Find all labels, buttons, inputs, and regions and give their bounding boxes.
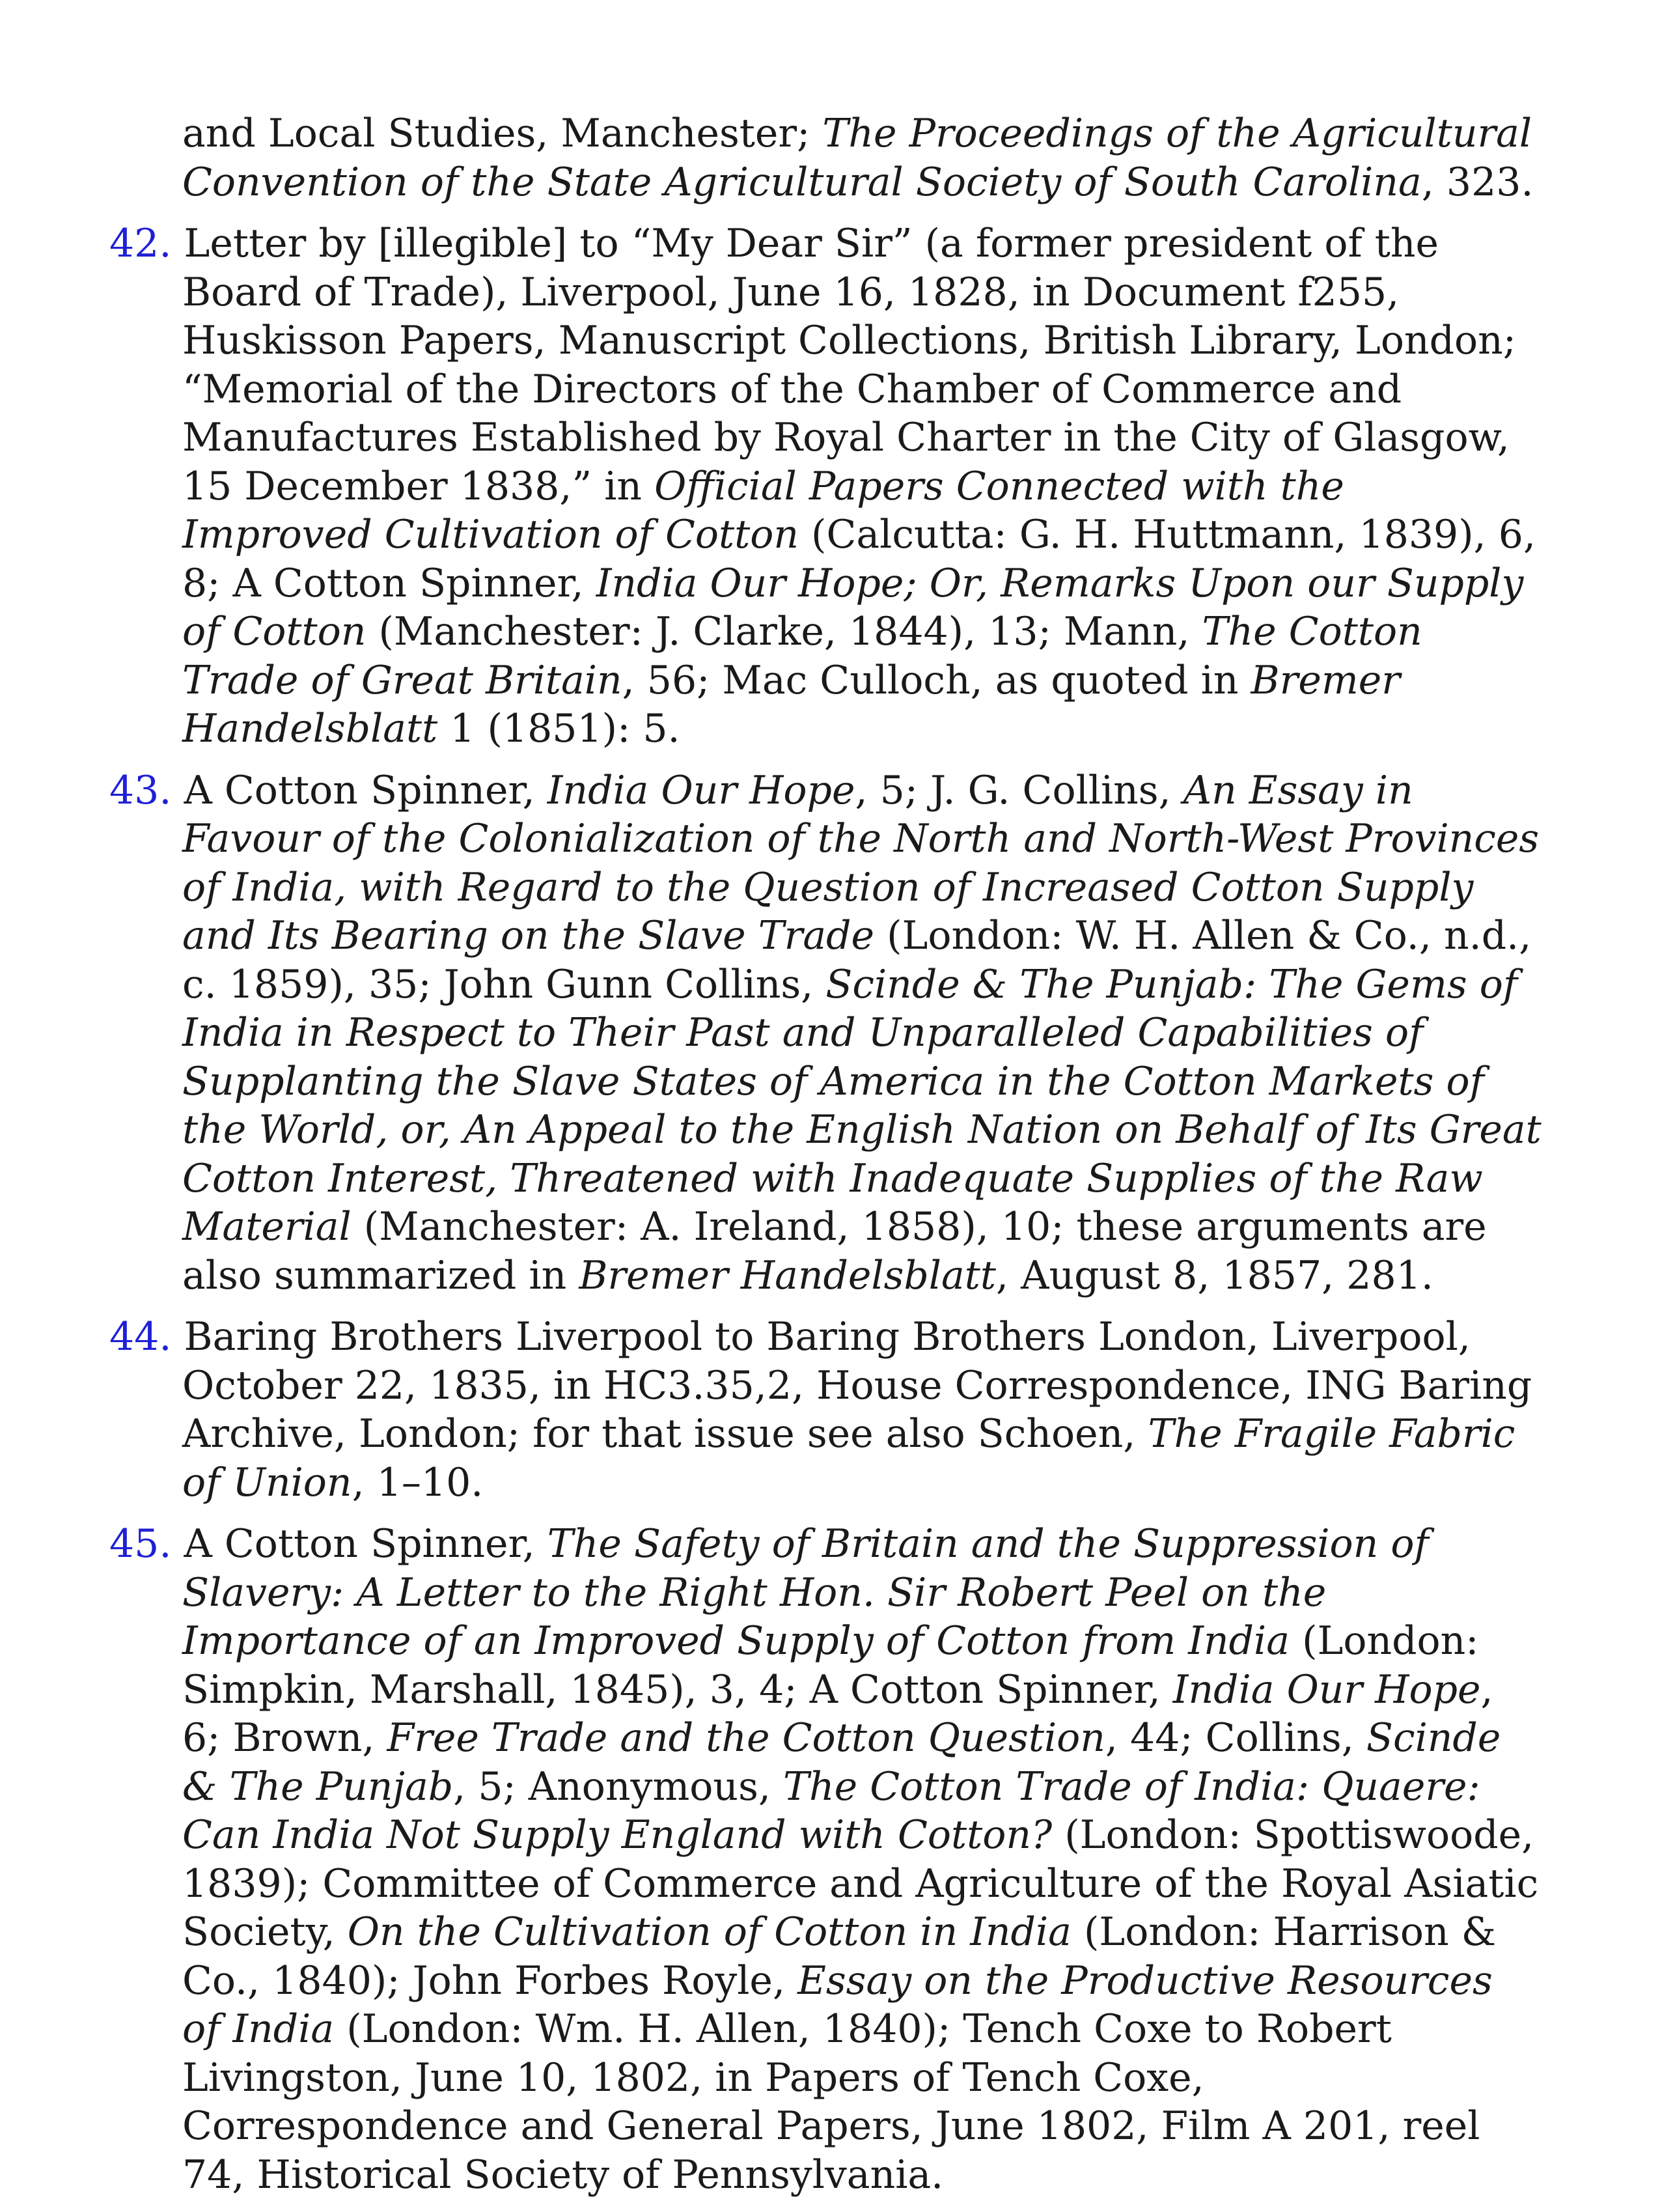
cited-title: The Cotton Trade of Great Britain	[182, 609, 1422, 703]
citation-text: (London: W. H. Allen & Co., n.d., c. 1859), 35; John Gunn Collins,	[182, 913, 1532, 1007]
endnote-text	[182, 221, 1536, 751]
citation-text: (London: Simpkin, Marshall, 1845), 3, 4; A Cotton Spinner,	[182, 1618, 1479, 1713]
citation-text: (London: Harrison & Co., 1840); John Forbes Royle,	[182, 1909, 1497, 2004]
citation-text: (London: Wm. H. Allen, 1840); Tench Coxe to Robert Livingston, June 10, 1802, in Papers of Tench Coxe, Correspondence and General Papers, June 1802, Film A 201, reel 74, Historical Society of Pennsylvania.	[182, 2006, 1480, 2198]
citation-text: , 5; J. G. Collins,	[855, 767, 1183, 813]
cited-title: India Our Hope	[547, 767, 855, 813]
endnote-number-link[interactable]: 43.	[109, 767, 172, 813]
cited-title: The Cotton Trade of India: Quaere: Can India Not Supply England with Cotton?	[182, 1763, 1480, 1858]
citation-text: (London: Spottiswoode, 1839); Committee of Commerce and Agriculture of the Royal Asiatic Society,	[182, 1812, 1539, 1955]
citation-text: , 323.	[1421, 159, 1534, 205]
citation-text: , 6; Brown,	[182, 1666, 1493, 1761]
citation-text: Baring Brothers Liverpool to Baring Brothers London, Liverpool, October 22, 1835, in HC3.35,2, House Correspondence, ING Baring Archive, London; for that issue see also Schoen,	[182, 1314, 1532, 1457]
endnote-text	[182, 768, 1542, 1298]
endnote-text	[182, 1521, 1538, 2198]
citation-text: 1 (1851): 5.	[437, 706, 680, 751]
endnote-text	[182, 1314, 1532, 1505]
citation-text: (Manchester: A. Ireland, 1858), 10; these arguments are also summarized in	[182, 1204, 1487, 1298]
cited-title: Scinde & The Punjab	[182, 1715, 1501, 1810]
cited-title: India Our Hope	[1172, 1666, 1481, 1713]
endnote-continuation	[109, 109, 1542, 206]
citation-text: , 44; Collins,	[1105, 1715, 1366, 1761]
endnote-text	[182, 111, 1534, 205]
citation-text: , August 8, 1857, 281.	[996, 1252, 1433, 1298]
cited-title: Essay on the Productive Resources of India	[182, 1957, 1493, 2052]
citation-text: , 5; Anonymous,	[453, 1763, 784, 1810]
citation-text: A Cotton Spinner,	[184, 1521, 547, 1567]
endnote-number-link[interactable]: 44.	[109, 1314, 172, 1360]
cited-title: On the Cultivation of Cotton in India	[347, 1909, 1072, 1955]
citation-text: and Local Studies, Manchester;	[182, 111, 823, 156]
endnotes-page	[109, 109, 1542, 2212]
cited-title: Official Papers Connected with the Improved Cultivation of Cotton	[182, 463, 1344, 557]
cited-title: An Essay in Favour of the Colonialization of the North and North-West Provinces of India, with Regard to the Question of Increased Cotton Supply and Its Bearing on the Slave Trade	[182, 767, 1540, 959]
citation-text: , 1–10.	[352, 1459, 484, 1505]
cited-title: Bremer Handelsblatt	[579, 1252, 996, 1298]
cited-title: The Fragile Fabric of Union	[182, 1411, 1515, 1505]
cited-title: The Proceedings of the Agricultural Convention of the State Agricultural Society of South Carolina	[182, 111, 1532, 205]
cited-title: Free Trade and the Cotton Question	[387, 1715, 1105, 1761]
citation-text: (Manchester: J. Clarke, 1844), 13; Mann,	[366, 609, 1202, 654]
cited-title: The Safety of Britain and the Suppression of Slavery: A Letter to the Right Hon. Sir Robert Peel on the Importance of an Improved Supply of Cotton from India	[182, 1521, 1429, 1664]
citation-text: Letter by [illegible] to “My Dear Sir” (a former president of the Board of Trade), Liverpool, June 16, 1828, in Document f255, Huskisson Papers, Manuscript Collections, British Library, London; “Memorial of the Directors of the Chamber of Commerce and Manufactures Established by Royal Charter in the City of Glasgow, 15 December 1838,” in	[182, 221, 1516, 509]
citation-text: A Cotton Spinner,	[184, 767, 547, 813]
endnote-42	[109, 219, 1542, 753]
citation-text: , 56; Mac Culloch, as quoted in	[622, 657, 1251, 703]
cited-title: India Our Hope; Or, Remarks Upon our Supply of Cotton	[182, 560, 1524, 654]
cited-title: Bremer Handelsblatt	[182, 657, 1400, 751]
citation-text: (Calcutta: G. H. Huttmann, 1839), 6, 8; A Cotton Spinner,	[182, 512, 1536, 606]
endnote-number-link[interactable]: 45.	[109, 1521, 172, 1567]
endnote-43	[109, 766, 1542, 1300]
endnote-44	[109, 1313, 1542, 1507]
endnote-45	[109, 1520, 1542, 2199]
endnote-number-link[interactable]: 42.	[109, 221, 172, 266]
cited-title: Scinde & The Punjab: The Gems of India in Respect to Their Past and Unparalleled Capabilities of Supplanting the Slave States of America in the Cotton Markets of the World, or, An Appeal to the English Nation on Behalf of Its Great Cotton Interest, Threatened with Inadequate Supplies of the Raw Material	[182, 961, 1542, 1250]
